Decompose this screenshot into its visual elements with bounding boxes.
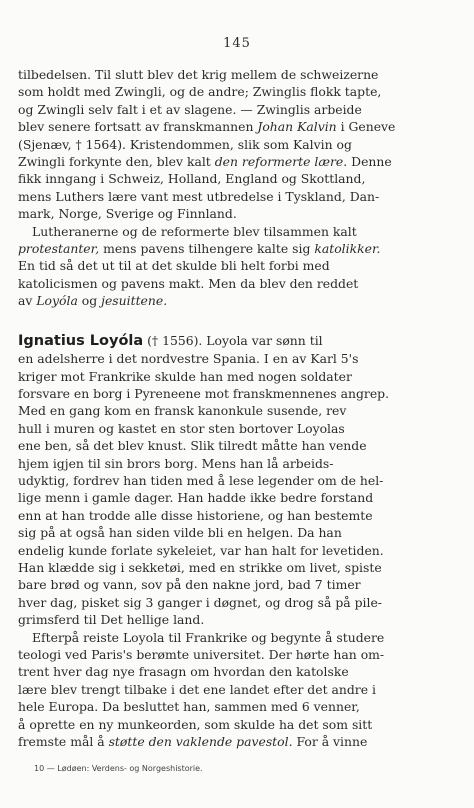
section-gap [18, 310, 456, 330]
text-line: Han klædde sig i sekketøi, med en strikke om livet, spiste [18, 559, 382, 575]
text-line: kriger mot Frankrike skulde han med nogen soldater [18, 368, 352, 384]
section-heading-line [18, 332, 456, 350]
text-line: udyktig, fordrev han tiden med å lese legender om de hel- [18, 472, 384, 488]
text-line: enn at han trodde alle disse historiene, og han bestemte [18, 507, 373, 523]
text-segment: fremste mål å [18, 734, 109, 750]
text-line: hver dag, pisket sig 3 ganger i døgnet, og drog så på pile- [18, 594, 382, 610]
text-line: hull i muren og kastet en stor sten bortover Loyolas [18, 420, 345, 436]
text-segment: blev senere fortsatt av franskmannen [18, 119, 258, 135]
text-segment: og [77, 293, 102, 309]
text-line: å oprette en ny munkeorden, som skulde ha det som sitt [18, 716, 373, 732]
text-line: ene ben, så det blev knust. Slik tilredt måtte han vende [18, 438, 367, 454]
text-line: hjem igjen til sin brors borg. Mens han lå arbeids- [18, 455, 334, 471]
protestants-term: protestanter, [18, 241, 100, 257]
footer-signature: 10 — Lødøen: Verdens- og Norgeshistorie. [34, 764, 203, 773]
reformed-term: den reformerte lære [214, 154, 344, 170]
text-line: bare brød og vann, sov på den nakne jord, bad 7 timer [18, 577, 361, 593]
text-line: mark, Norge, Sverige og Finnland. [18, 206, 237, 222]
text-line: grimsferd til Det hellige land. [18, 612, 205, 628]
text-line: lære blev trengt tilbake i det ene landet efter det andre i [18, 681, 376, 697]
section-heading: Ignatius Loyóla [18, 332, 144, 349]
text-segment: mens pavens tilhengere kalte sig [99, 241, 315, 257]
text-line: Lutheranerne og de reformerte blev tilsammen kalt [32, 223, 357, 239]
text-segment: († 1556). Loyola var sønn til [143, 332, 323, 348]
text-segment: For å vinne [292, 734, 368, 750]
text-line: trent hver dag nye frasagn om hvordan den katolske [18, 664, 349, 680]
text-line: lige menn i gamle dager. Han hadde ikke bedre forstand [18, 490, 374, 506]
text-line [18, 733, 456, 750]
text-line: endelig kunde forlate sykeleiet, var han halt for levetiden. [18, 542, 384, 558]
text-line: fikk inngang i Schweiz, Holland, England og Skottland, [18, 171, 366, 187]
text-line: forsvare en borg i Pyreneene mot franskmennenes angrep. [18, 385, 390, 401]
text-line: sig på at også han siden vilde bli en helgen. Da han [18, 525, 342, 541]
text-line: Efterpå reiste Loyola til Frankrike og begynte å studere [32, 629, 385, 645]
catholics-term: katolikker. [314, 241, 381, 257]
calvin-name: Johan Kalvin [257, 119, 337, 135]
page-number: 145 [223, 36, 251, 51]
jesuits-term: jesuittene. [101, 293, 168, 309]
text-line [18, 118, 456, 135]
text-line: mens Luthers lære vant mest utbredelse i Tyskland, Dan- [18, 188, 380, 204]
text-line: En tid så det ut til at det skulde bli helt forbi med [18, 258, 330, 274]
text-segment: Zwingli forkynte den, blev kalt [18, 154, 215, 170]
text-line: hele Europa. Da besluttet han, sammen med 6 venner, [18, 699, 360, 715]
text-segment: i Geneve [336, 119, 396, 135]
text-segment: av [18, 293, 37, 309]
text-line [18, 240, 456, 257]
papacy-term: støtte den vaklende pavestol. [108, 734, 293, 750]
text-line: som holdt med Zwingli, og de andre; Zwinglis flokk tapte, [18, 84, 382, 100]
body-text [18, 66, 456, 750]
text-line: en adelsherre i det nordvestre Spania. I en av Karl 5's [18, 351, 359, 367]
text-line: (Sjenæv, † 1564). Kristendommen, slik som Kalvin og [18, 136, 352, 152]
text-line [18, 292, 456, 309]
text-line: teologi ved Paris's berømte universitet. Der hørte han om- [18, 647, 385, 662]
text-line [18, 153, 456, 170]
text-line: Med en gang kom en fransk kanonkule susende, rev [18, 403, 347, 419]
text-line: tilbedelsen. Til slutt blev det krig mellem de schweizerne [18, 67, 379, 82]
text-line: og Zwingli selv falt i et av slagene. — Zwinglis arbeide [18, 101, 362, 117]
text-segment: . Denne [343, 154, 392, 170]
loyola-term: Loyóla [36, 293, 78, 309]
text-line: katolicismen og pavens makt. Men da blev den reddet [18, 275, 359, 291]
